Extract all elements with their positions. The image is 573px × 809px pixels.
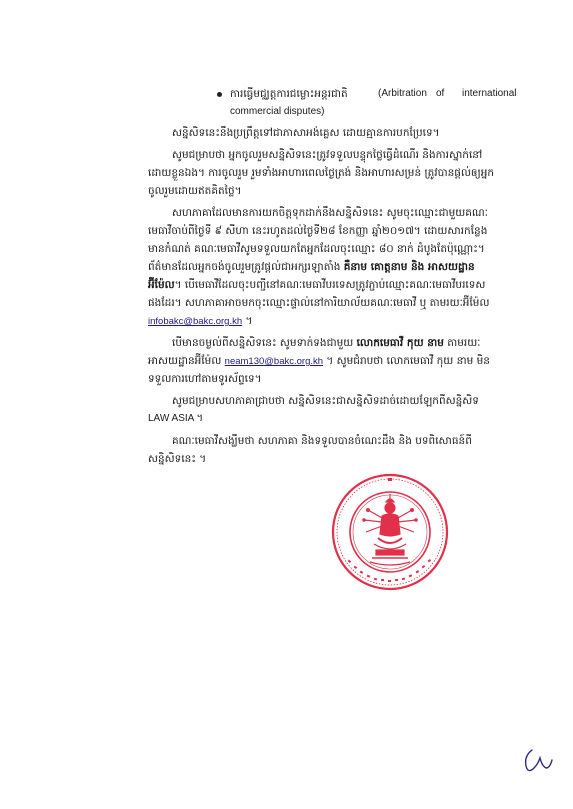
paragraph-closing-line-1: គណៈមេធាវីសង្ឃឹមថា សហភាគា និងទទួលបានចំណេះដឹង និង បទពិសោធន៍ពី — [172, 435, 472, 447]
paragraph-contact-line-2 — [148, 354, 490, 369]
contact-intro: បើមានចម្ងល់ពីសន្និសិទនេះ សូមទាក់ទងជាមួយ — [172, 337, 354, 349]
bullet-line-1 — [230, 87, 520, 101]
contact-email-tail: ។ សូមជំរាបថា លោកមេធាវី កុយ នាម មិន — [323, 355, 490, 367]
registration-info-text: ព័ត៌មានដែលអ្នកចង់ចូលរួមត្រូវផ្តល់ជាអក្សរឡាតាំង — [148, 261, 341, 273]
paragraph-contact-line-1 — [172, 336, 480, 350]
registration-required-fields: គឺនាម គោត្តនាម និង អាសយដ្ឋាន — [343, 261, 475, 273]
handwritten-signature — [522, 746, 556, 776]
registration-email-label: អ៊ីម៉ែល — [148, 279, 175, 291]
info-email-link[interactable]: infobakc@bakc.org.kh — [148, 316, 243, 327]
paragraph-lawasia-line-1: សូមជម្រាបសហភាគាជ្រាបថា សន្និសិទនេះជាសន្និសិទដាច់ដោយឡែកពីសន្និសិទ — [172, 395, 479, 407]
paragraph-registration-line-7 — [148, 314, 252, 329]
contact-person: លោកមេធាវី កុយ នាម — [356, 337, 444, 349]
info-email-tail: ។ — [242, 315, 253, 327]
paragraph-language: សន្និសិទនេះនឹងប្រព្រឹត្តទៅជាភាសាអង់គ្លេស ដោយគ្មានការបកប្រែទេ។ — [172, 127, 440, 139]
paragraph-registration-line-3: មានកំណត់ គណៈមេធាវីសូមទទួលយកតែអ្នកដែលចុះឈ្មោះ ៨០ នាក់ ដំបូងតែប៉ុណ្ណោះ។ — [148, 243, 485, 255]
contact-email-label: អាសយដ្ឋានអ៊ីម៉ែល — [148, 355, 222, 367]
bullet-english-word-2: of — [436, 88, 445, 99]
bullet-english-word-3: international — [462, 88, 517, 99]
bar-association-seal — [330, 472, 450, 592]
paragraph-registration-line-2: មេធាវីចាប់ពីថ្ងៃទី ៩ សីហា នេះរហូតដល់ថ្ងៃទី២៨ ខែកញ្ញា ឆ្នាំ២០១៧។ ដោយសារកន្លែង — [148, 225, 488, 237]
paragraph-registration-line-6: ផងដែរ។ សហភាគាអាចមកចុះឈ្មោះផ្ទាល់នៅការិយាល័យគណៈមេធាវី ឬ តាមរយៈអ៊ីម៉ែល — [148, 297, 490, 309]
paragraph-costs-line-3: ចូលរួមដោយឥតគិតថ្លៃ។ — [148, 185, 242, 197]
paragraph-closing-line-2: សន្និសិទនេះ ។ — [148, 453, 207, 465]
paragraph-registration-line-1: សហភាគាដែលមានការយកចិត្តទុកដាក់នឹងសន្និសិទនេះ សូមចុះឈ្មោះជាមួយគណៈ — [172, 207, 488, 219]
bullet-line-2: commercial disputes) — [230, 106, 325, 117]
contact-via: តាមរយៈ — [447, 337, 481, 349]
contact-email-link[interactable]: neam130@bakc.org.kh — [224, 356, 324, 367]
registration-foreign-note: ។ បើមេធាវីដែលចុះបញ្ជីនៅគណៈមេធាវីបរទេសត្រូវភ្ជាប់ឈ្មោះគណៈមេធាវីបរទេស — [174, 279, 486, 291]
bullet-khmer-text: ការធ្វើមជ្ឈត្តការជម្លោះអន្តរជាតិ — [230, 88, 348, 100]
bullet-dot — [217, 92, 222, 97]
paragraph-lawasia-line-2: LAW ASIA ។ — [148, 413, 204, 424]
bullet-english-word-1: (Arbitration — [378, 88, 427, 99]
paragraph-registration-line-4 — [148, 260, 475, 274]
paragraph-costs-line-1: សូមជម្រាបថា អ្នកចូលរួមសន្និសិទនេះត្រូវទទួលបន្ទុកថ្លៃធ្វើដំណើរ និងការស្នាក់នៅ — [172, 149, 483, 161]
paragraph-costs-line-2: ដោយខ្លួនឯង។ ការចូលរួម រួមទាំងអាហារពេលថ្ងៃត្រង់ និងអាហារសម្រន់ ត្រូវបានផ្តល់ឲ្យអ្នក — [148, 167, 495, 179]
paragraph-registration-line-5 — [148, 278, 485, 292]
paragraph-contact-line-3: ទទួលការហៅតាមទូរស័ព្ទទេ។ — [148, 373, 262, 385]
